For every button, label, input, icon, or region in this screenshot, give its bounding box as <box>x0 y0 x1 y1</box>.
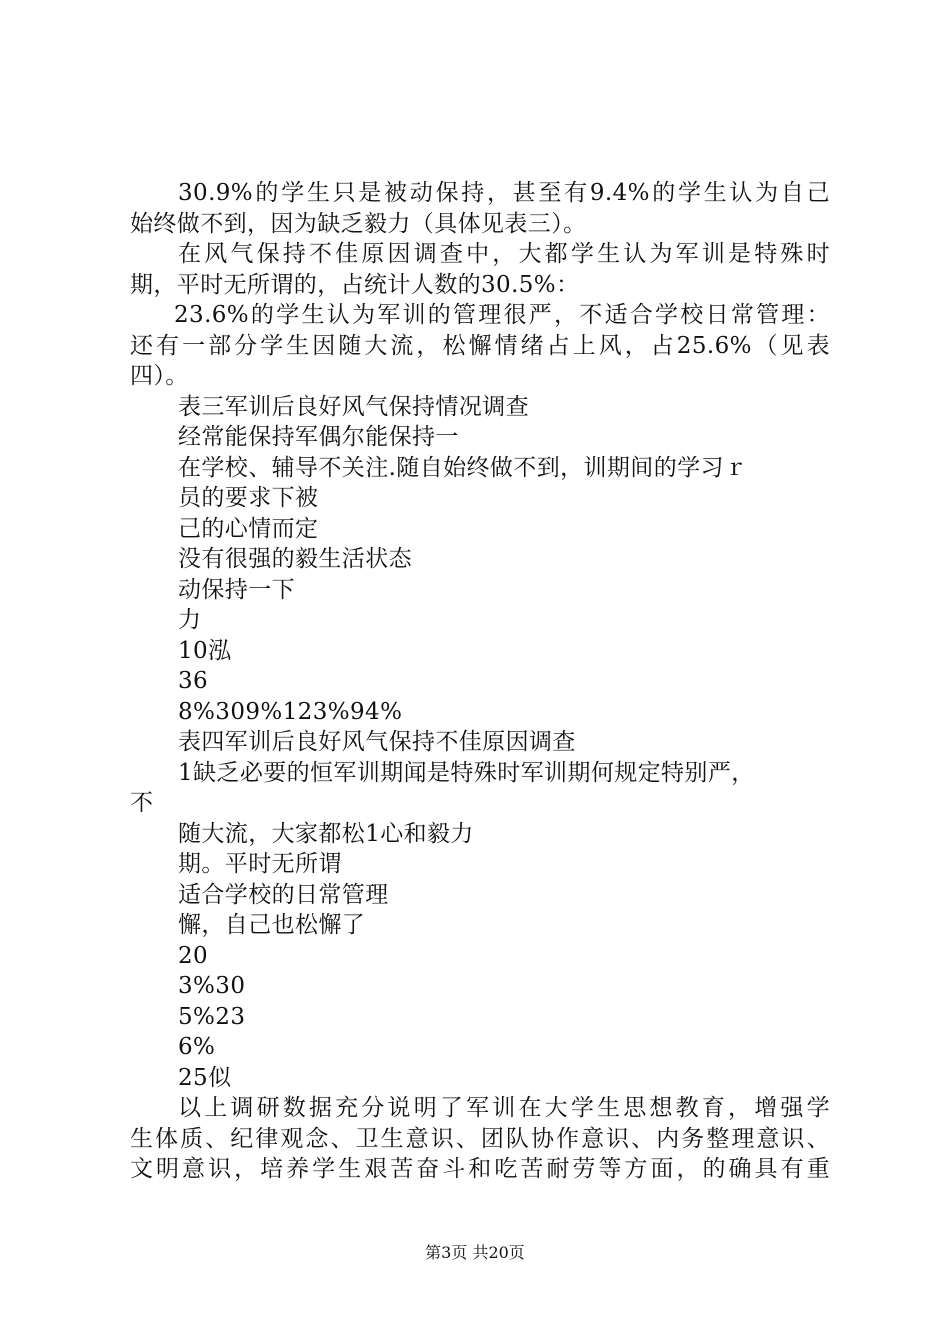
paragraph-line: 23.6%的学生认为军训的管理很严，不适合学校日常管理： <box>174 302 830 328</box>
paragraph-line: 还有一部分学生因随大流，松懈情绪占上风，占25.6%（见表 <box>130 332 830 359</box>
table-fragment: 己的心情而定 <box>178 515 319 542</box>
paragraph-line: 以上调研数据充分说明了军训在大学生思想教育，增强学 <box>178 1095 830 1121</box>
table-fragment: 不 <box>130 790 154 816</box>
table-fragment: 8%309%123%94% <box>178 698 403 725</box>
table-fragment: 适合学校的日常管理 <box>178 881 389 908</box>
table-fragment: 动保持一下 <box>178 576 295 603</box>
table-fragment: 3%30 <box>178 973 246 999</box>
table-fragment: 6% <box>178 1034 216 1060</box>
paragraph-line: 期，平时无所谓的，占统计人数的30.5%： <box>130 271 580 298</box>
table-caption: 表四军训后良好风气保持不佳原因调查 <box>178 729 576 755</box>
body-text <box>130 178 830 1185</box>
page-footer: 第3页 共20页 <box>425 1243 525 1262</box>
paragraph-line: 在风气保持不佳原因调查中，大都学生认为军训是特殊时 <box>178 241 830 267</box>
paragraph-line: 四）。 <box>130 363 189 389</box>
paragraph-line: 始终做不到，因为缺乏毅力（具体见表三）。 <box>130 210 587 237</box>
table-fragment: 5%23 <box>178 1003 246 1030</box>
table-fragment: 36 <box>178 668 209 694</box>
table-fragment: 员的要求下被 <box>178 485 319 511</box>
table-fragment: 1缺乏必要的恒军训期闻是特殊时军训期何规定特别严， <box>178 759 755 786</box>
paragraph-line: 30.9%的学生只是被动保持，甚至有9.4%的学生认为自己 <box>178 180 830 206</box>
paragraph-line: 文明意识，培养学生艰苦奋斗和吃苦耐劳等方面，的确具有重 <box>130 1156 830 1182</box>
table-fragment: 20 <box>178 942 209 969</box>
table-fragment: 期。平时无所谓 <box>178 851 342 877</box>
table-fragment: 力 <box>178 607 202 633</box>
table-fragment: 25似 <box>178 1064 232 1091</box>
table-fragment: 经常能保持军偶尔能保持一 <box>178 424 459 450</box>
table-fragment: 10泓 <box>178 637 232 664</box>
table-caption: 表三军训后良好风气保持情况调查 <box>178 393 529 420</box>
table-fragment: 在学校、辅导不关注.随自始终做不到，训期间的学习ｒ <box>178 454 748 481</box>
paragraph-line: 生体质、纪律观念、卫生意识、团队协作意识、内务整理意识、 <box>130 1125 830 1152</box>
table-fragment: 没有很强的毅生活状态 <box>178 546 412 572</box>
table-fragment: 懈，自己也松懈了 <box>178 912 366 938</box>
table-fragment: 随大流，大家都松1心和毅力 <box>178 820 474 847</box>
